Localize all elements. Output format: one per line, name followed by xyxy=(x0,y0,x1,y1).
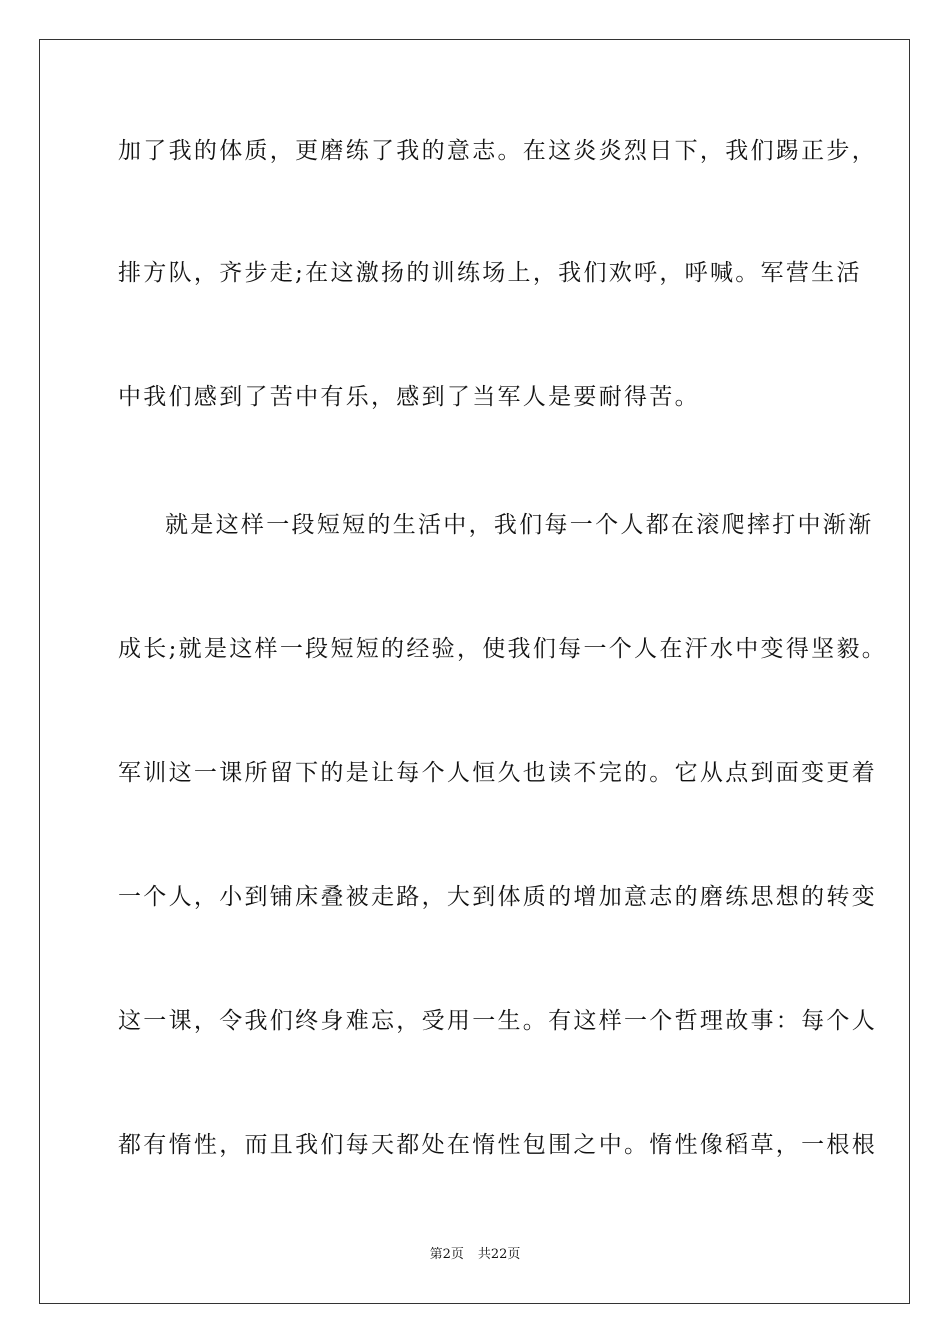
page-border xyxy=(39,39,910,1304)
body-text-line: 排方队，齐步走;在这激扬的训练场上，我们欢呼，呼喊。军营生活 xyxy=(118,260,862,286)
paragraph-start-line: 就是这样一段短短的生活中，我们每一个人都在滚爬摔打中渐渐 xyxy=(165,512,874,538)
body-text-line: 加了我的体质，更磨练了我的意志。在这炎炎烈日下，我们踢正步， xyxy=(118,138,877,164)
page-total: 共22页 xyxy=(477,1247,521,1262)
body-text-line: 成长;就是这样一段短短的经验，使我们每一个人在汗水中变得坚毅。 xyxy=(118,636,888,662)
body-text-line: 一个人，小到铺床叠被走路，大到体质的增加意志的磨练思想的转变 xyxy=(118,884,877,910)
body-text-line: 中我们感到了苦中有乐，感到了当军人是要耐得苦。 xyxy=(118,384,700,410)
body-text-line: 这一课，令我们终身难忘，受用一生。有这样一个哲理故事：每个人 xyxy=(118,1008,877,1034)
page-number: 第2页 xyxy=(429,1247,464,1262)
body-text-line: 军训这一课所留下的是让每个人恒久也读不完的。它从点到面变更着 xyxy=(118,760,877,786)
body-text-line: 都有惰性，而且我们每天都处在惰性包围之中。惰性像稻草，一根根 xyxy=(118,1132,877,1158)
page-footer xyxy=(0,1246,950,1264)
